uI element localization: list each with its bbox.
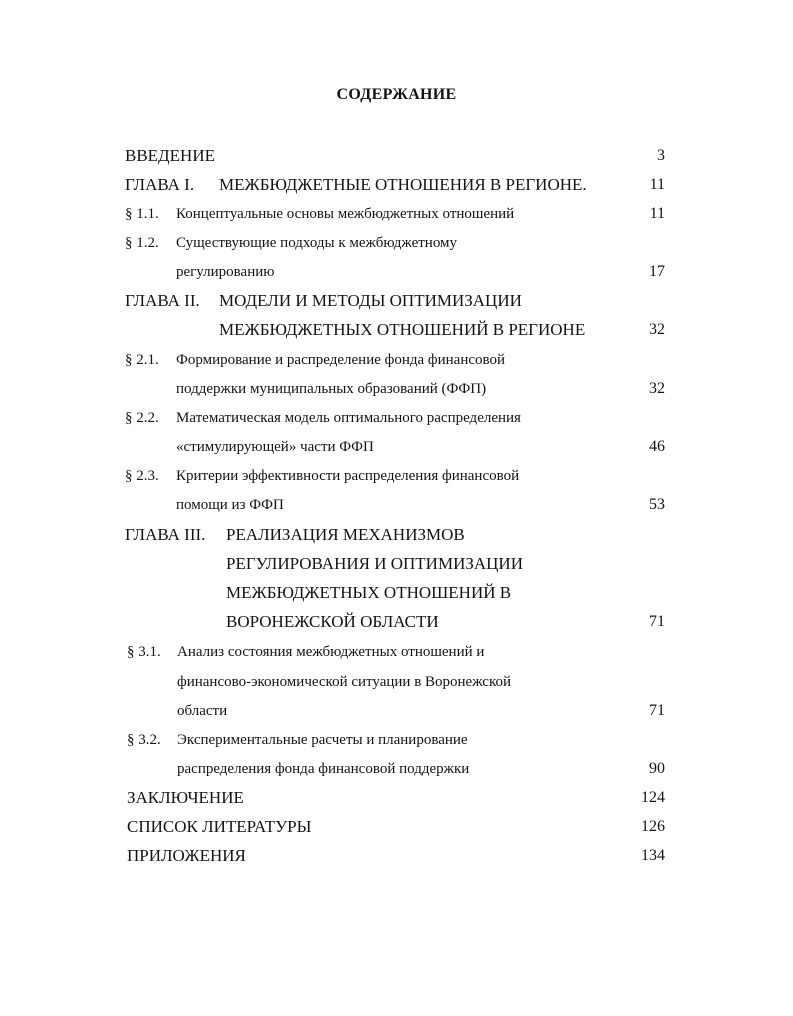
toc-s31-page: 71 (649, 702, 665, 719)
toc-ch3-line3: МЕЖБЮДЖЕТНЫХ ОТНОШЕНИЙ В (226, 583, 512, 602)
toc-ch1-title: МЕЖБЮДЖЕТНЫЕ ОТНОШЕНИЯ В РЕГИОНЕ. (219, 175, 587, 194)
toc-s21-page: 32 (649, 380, 665, 397)
toc-s22-page: 46 (649, 438, 665, 455)
toc-s31-line3: области (177, 703, 228, 719)
page-title: СОДЕРЖАНИЕ (336, 86, 457, 103)
toc-ch2-line2: МЕЖБЮДЖЕТНЫХ ОТНОШЕНИЙ В РЕГИОНЕ (219, 320, 586, 339)
toc-s31-line2: финансово-экономической ситуации в Воронежской (177, 674, 512, 690)
toc-appendices-page: 134 (641, 847, 665, 864)
toc-intro-page: 3 (657, 147, 665, 164)
toc-s32-line2: распределения фонда финансовой поддержки (177, 761, 470, 777)
toc-s31-line1: Анализ состояния межбюджетных отношений и (177, 644, 485, 660)
toc-ch3-line4: ВОРОНЕЖСКОЙ ОБЛАСТИ (226, 612, 439, 631)
toc-ch3-line1: РЕАЛИЗАЦИЯ МЕХАНИЗМОВ (226, 525, 465, 544)
toc-references-label: СПИСОК ЛИТЕРАТУРЫ (127, 817, 312, 836)
toc-s22-num: § 2.2. (125, 410, 159, 426)
toc-s23-num: § 2.3. (125, 468, 159, 484)
toc-ch3-page: 71 (649, 613, 665, 630)
toc-ch1-prefix: ГЛАВА I. (125, 175, 195, 194)
toc-s11-page: 11 (649, 205, 665, 222)
toc-s32-num: § 3.2. (127, 732, 161, 748)
toc-s22-line1: Математическая модель оптимального распределения (176, 410, 521, 426)
toc-references-page: 126 (641, 818, 665, 835)
toc-s32-line1: Экспериментальные расчеты и планирование (177, 732, 468, 748)
toc-s12-line1: Существующие подходы к межбюджетному (176, 235, 458, 251)
toc-ch2-page: 32 (649, 321, 665, 338)
toc-s31-num: § 3.1. (127, 644, 161, 660)
toc-intro-label: ВВЕДЕНИЕ (125, 146, 215, 165)
toc-s21-num: § 2.1. (125, 352, 159, 368)
toc-ch3-line2: РЕГУЛИРОВАНИЯ И ОПТИМИЗАЦИИ (226, 554, 523, 573)
toc-s32-page: 90 (649, 760, 665, 777)
toc-s21-line2: поддержки муниципальных образований (ФФП) (176, 381, 487, 397)
toc-s22-line2: «стимулирующей» части ФФП (176, 439, 374, 455)
toc-s23-page: 53 (649, 496, 665, 513)
toc-appendices-label: ПРИЛОЖЕНИЯ (127, 846, 246, 865)
toc-s11-num: § 1.1. (125, 206, 159, 222)
toc-ch2-prefix: ГЛАВА II. (125, 291, 200, 310)
toc-s23-line1: Критерии эффективности распределения финансовой (176, 468, 520, 484)
toc-s23-line2: помощи из ФФП (176, 497, 284, 513)
toc-ch3-prefix: ГЛАВА III. (125, 525, 206, 544)
toc-ch1-page: 11 (649, 176, 665, 193)
toc-s11-title: Концептуальные основы межбюджетных отношений (176, 206, 515, 222)
toc-s21-line1: Формирование и распределение фонда финансовой (176, 352, 506, 368)
toc-s12-line2: регулированию (176, 264, 275, 280)
toc-ch2-line1: МОДЕЛИ И МЕТОДЫ ОПТИМИЗАЦИИ (219, 291, 522, 310)
toc-s12-page: 17 (649, 263, 665, 280)
toc-conclusion-label: ЗАКЛЮЧЕНИЕ (127, 788, 244, 807)
toc-s12-num: § 1.2. (125, 235, 159, 251)
toc-conclusion-page: 124 (641, 789, 665, 806)
